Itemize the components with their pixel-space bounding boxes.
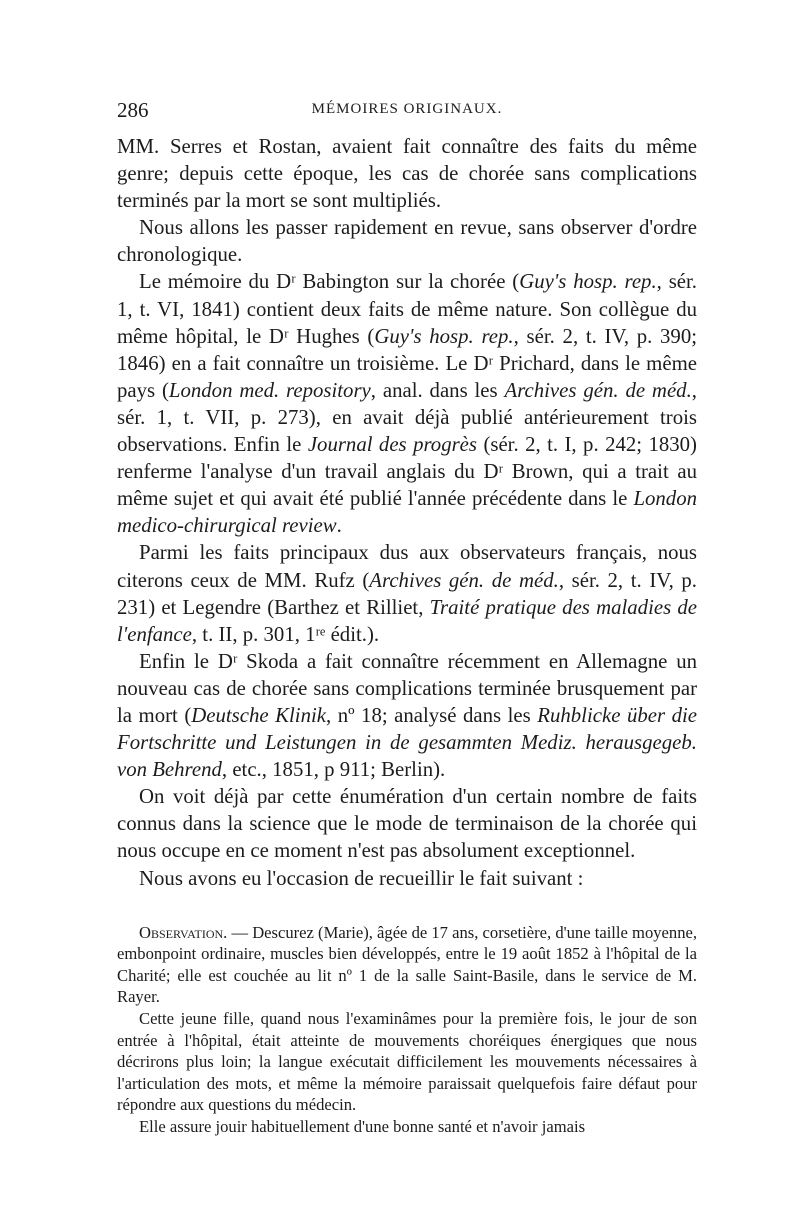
page-number: 286 [117, 98, 149, 122]
observation-paragraph-1: Observation. — Descurez (Marie), âgée de 17 ans, corsetière, d'une taille moyenne, embonpoint ordinaire, muscles bien développés, entre le 19 août 1852 à l'hôpital de la Charité; elle est couchée au lit nº 1 de la salle Saint-Basile, dans le service de M. Rayer. [117, 922, 698, 1007]
main-text [117, 133, 697, 892]
running-title: MÉMOIRES ORIGINAUX. [311, 101, 503, 117]
paragraph-2: Nous allons les passer rapidement en revue, sans observer d'ordre chronologique. [117, 216, 697, 267]
paragraph-3: Le mémoire du Dʳ Babington sur la chorée (Guy's hosp. rep., sér. 1, t. VI, 1841) contient deux faits de même nature. Son collègue du même hôpital, le Dʳ Hughes (Guy's hosp. rep., sér. 2, t. IV, p. 390; 1846) en a fait connaître un troisième. Le Dʳ Prichard, dans le même pays (London med. repository, anal. dans les Archives gén. de méd., sér. 1, t. VII, p. 273), en avait déjà publié antérieurement trois observations. Enfin le Journal des progrès (sér. 2, t. I, p. 242; 1830) renferme l'analyse d'un travail anglais du Dʳ Brown, qui a trait au même sujet et qui avait été publié l'année précédente dans le London medico-chirurgical review. [117, 270, 698, 538]
paragraph-1: MM. Serres et Rostan, avaient fait connaître des faits du même genre; depuis cette époque, les cas de chorée sans complications terminés par la mort se sont multipliés. [117, 135, 697, 213]
paragraph-4: Parmi les faits principaux dus aux observateurs français, nous citerons ceux de MM. Rufz (Archives gén. de méd., sér. 2, t. IV, p. 231) et Legendre (Barthez et Rilliet, Traité pratique des maladies de l'enfance, t. II, p. 301, 1ʳᵉ édit.). [117, 541, 697, 646]
observation-paragraph-2: Cette jeune fille, quand nous l'examinâmes pour la première fois, le jour de son entrée à l'hôpital, était atteinte de mouvements choréiques énergiques que nous décrirons plus loin; la langue exécutait difficilement les mouvements nécessaires à l'articulation des mots, et même la mémoire paraissait quelquefois faire défaut pour répondre aux questions du médecin. [117, 1009, 697, 1115]
paragraph-7: Nous avons eu l'occasion de recueillir le fait suivant : [139, 866, 584, 890]
observation-paragraph-3: Elle assure jouir habituellement d'une bonne santé et n'avoir jamais [139, 1116, 586, 1136]
observation-block [117, 922, 697, 1138]
paragraph-5: Enfin le Dʳ Skoda a fait connaître récemment en Allemagne un nouveau cas de chorée sans complications terminée brusquement par la mort (Deutsche Klinik, nº 18; analysé dans les Ruhblicke über die Fortschritte und Leistungen in de gesammten Mediz. herausgegeb. von Behrend, etc., 1851, p 911; Berlin). [117, 649, 697, 782]
paragraph-6: On voit déjà par cette énumération d'un certain nombre de faits connus dans la science que le mode de terminaison de la chorée qui nous occupe en ce moment n'est pas absolument exceptionnel. [117, 785, 697, 863]
observation-label: Observation. [139, 922, 228, 942]
text-block [117, 133, 697, 1138]
page-header [117, 98, 697, 128]
